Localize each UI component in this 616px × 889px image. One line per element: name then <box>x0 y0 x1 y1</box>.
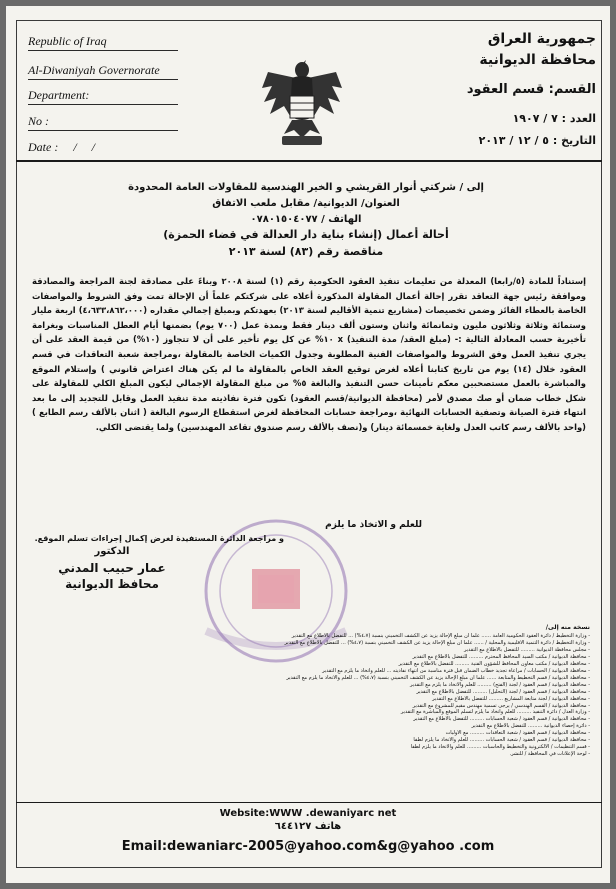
signature-position: محافظ الديوانية <box>65 577 159 591</box>
copy-line: - محافظة الديوانية / مكتب معاون المحافظ للشؤون الفنية ......... للتفضل بالاطلاع مع التقدير <box>398 660 590 667</box>
copy-line: - محافظة الديوانية / قسم التخطيط والمتابعة ...... علما ان مبلغ الإحالة يزيد عن الكشف التخميني بنسبة (٤،٧%) ... للعلم والاتخاذ ما يلزم مع التقدير <box>286 674 590 681</box>
signature-name: عمار حبيب المدني <box>58 561 166 575</box>
copy-line: - محافظة الديوانية / لجنة متابعة المشاريع ......... للتفضل بالاطلاع مع التقدير <box>432 695 590 702</box>
signature-title: الدكتور <box>94 546 130 557</box>
copies-lines <box>30 633 590 758</box>
header-governorate-en: Al-Diwaniyah Governorate <box>28 63 160 77</box>
copy-line: - قسم التنظيمات / الالكترونية والتخطيط والحاسبات ......... للعلم والاتخاذ ما يلزم لطفاً <box>410 744 590 751</box>
copy-line: - مجلس محافظة الديوانية ......... للتفضل بالاطلاع مع التقدير <box>464 646 590 653</box>
header-rule <box>28 130 178 131</box>
header-date-en: Date : / / <box>28 140 95 154</box>
document-page <box>6 6 610 883</box>
copy-line: - محافظة الديوانية / قسم العقود / شعبة الحسابات ......... للعلم والاتخاذ ما يلزم لطفاً <box>413 737 590 744</box>
letter-body: إستناداً للمادة (٥/رابعا) المعدلة من تعليمات تنفيذ العقود الحكومية رقم (١) لسنة ٢٠٠٨ وبناءً على مصادقة لجنة المراجعة والمصادقة وموافقة رئيس جهة التعاقد تقرر إحالة أعمال المقاولة المذكورة أعلاه على شركتكم علماً أن الإحالة تمت وفق الشروط والمواصفات الخاصة بالعطاء الفائز وضمن تخصيصات (مشاريع تنمية الأقاليم لسنة ٢٠١٣) بعهدتكم وبمبلغ إجمالي مقداره (٤،٦٣٣،٨٦٢،٠٠٠) اربعة مليار وستمائة وثلاثة وثلاثون مليون وثمانمائة واثنان وستون ألف دينار فقط وبمدة عمل (٧٠٠ يوم) بضمنها أيام العطل المناسبات وبغرامة تأخيرية حسب المعادلة التالية :- (مبلغ العقد/ مدة التنفيذ) x ١٠% عن كل يوم تأخير على أن لا تتجاوز (١٠%) من قيمة العقد على أن يجري تنفيذ العمل وفق الشروط والمواصفات الفنية المطلوبة وجدول الكميات الخاصة بالمقاولة ،ومراجعة شعبة التعاقدات في قسم العقود خلال (١٤) يوم من تاريخ كتابنا أعلاه لغرض توقيع العقد الخاص بالمقاولة ما لم يكن هناك اعتراض قانوني ) وإستلام الموقع والمباشرة بالعمل مستصحبين معكم تأمينات حسن التنفيذ والبالغة ٥% من مبلغ المقاولة الإجمالي ليكون المبلغ الكلي للمقاولة على شكل خطاب ضمان أو صك مصدق لأمر (محافظة الديوانية/قسم العقود) تكون فترة نفاذيته مدة تنفيذ العمل وقابل للتجديد إلى ما بعد انتهاء فترة الصيانة وتصفية الحسابات النهائية ،ومراجعة حسابات المحافظة لغرض استقطاع الرسوم البالغة ( اثنان بالألف رسم الطابع ) (واحد بالألف رسم كاتب العدل ولغاية خمسمائة دينار) و(نصف بالألف رسم صندوق تقاعد المهندسين) ولما يقتضى الكلي. <box>32 276 586 432</box>
signature-block <box>32 544 192 592</box>
tender-number: مناقصة رقم (٨٣) لسنة ٢٠١٣ <box>228 245 384 258</box>
copies-list <box>30 624 590 758</box>
copy-line: - لوحة الإعلانات في المحافظة / للنشر. <box>509 751 590 758</box>
copy-line: - محافظة الديوانية / قسم العقود / لجنة (التحليل) ......... للتفضل بالاطلاع مع التقدير <box>416 688 590 695</box>
header-rule <box>28 50 178 51</box>
header-department-en: Department: <box>28 88 90 102</box>
header-rule <box>28 104 178 105</box>
footer-website: Website:WWW .dewaniyarc net <box>219 808 397 819</box>
subject-line: أحالة أعمال (إنشاء بناية دار العدالة في قضاء الحمزة) <box>163 228 449 241</box>
address-phone: الهاتف / ٠٧٨٠١٥٠٤٠٧٧ <box>250 214 362 225</box>
copy-line: - محافظة الديوانية / القسم الهندسي / يرجى تسمية مهندس مقيم للمشروع مع التقدير <box>412 702 590 709</box>
closing-regards: للعلم و الاتخاذ ما يلزم <box>325 520 422 530</box>
footer-divider <box>16 802 602 803</box>
header-number-ar: العدد : ٧ / ١٩٠٧ <box>512 112 596 125</box>
address-location: العنوان/ الديوانية/ مقابل ملعب الاتفاق <box>212 198 400 209</box>
copy-line: - دائرة إحصاء الديوانية ......... للتفضل بالاطلاع مع التقدير <box>471 723 590 730</box>
header-no-en: No : <box>28 114 49 128</box>
copy-line: - محافظة الديوانية / مكتب السيد المحافظ المحترم ......... للتفضل بالاطلاع مع التقدير <box>412 653 590 660</box>
copy-line: - وزارة العدل / دائرة التنفيذ ......... للعلم واتخاذ ما يلزم لتسلم الموقع والمباشرة مع التقدير <box>400 709 590 716</box>
copy-line: - محافظة الديوانية / قسم العقود / شعبة الحسابات ......... للتفضل بالاطلاع مع التقدير <box>413 716 590 723</box>
header-section-ar: القسم: قسم العقود <box>466 82 596 97</box>
closing-instruction: و مراجعة الدائرة المستفيدة لغرض إكمال إجراءات تسلم الموقع. <box>34 534 284 543</box>
header-governorate-ar: محافظة الديوانية <box>479 52 596 68</box>
header-date-ar: التاريخ : ٥ / ١٢ / ٢٠١٣ <box>478 134 596 147</box>
footer-phone: هاتف ٦٤٤١٢٧ <box>274 821 342 832</box>
header-country-ar: جمهورية العراق <box>487 31 596 47</box>
copies-title: نسخة منه إلى/ <box>545 624 590 631</box>
header-divider <box>16 160 602 162</box>
addressee: إلى / شركتي أنوار القريشي و الخير الهندسية للمقاولات العامة المحدودة <box>128 182 484 193</box>
copy-line: - وزارة التخطيط / دائرة العقود الحكومية العامة ...... علما ان مبلغ الإحالة يزيد عن الكشف التخميني بنسبة (٤،٧%) ... للتفضل بالاطلاع مع التقدير <box>291 633 590 639</box>
copy-line: - محافظة الديوانية / الحسابات / مراعاة تجديد خطاب الضمان قبل فترة مناسبة من انتهاء نفاذيته ... للعلم واتخاذ ما يلزم مع التقدير <box>322 667 590 674</box>
copy-line: - محافظة الديوانية / قسم العقود / شعبة التعاقدات ......... مع الأوليات <box>445 730 590 737</box>
header-country-en: Republic of Iraq <box>28 34 107 48</box>
iraq-eagle-emblem-icon <box>260 58 344 148</box>
copy-line: - وزارة التخطيط / دائرة التنمية الاقليمية والمحلية / ...... علما ان مبلغ الإحالة يزيد عن الكشف التخميني بنسبة (٤،٧%) ... للتفضل بالاطلاع مع التقدير <box>284 639 590 646</box>
footer-email: Email:dewaniarc-2005@yahoo.com&g@yahoo .com <box>121 839 495 854</box>
copy-line: - محافظة الديوانية / قسم العقود / لجنة (الفتح) ......... للعلم والاتخاذ ما يلزم مع التقدير <box>409 681 590 688</box>
header-rule <box>28 79 178 80</box>
